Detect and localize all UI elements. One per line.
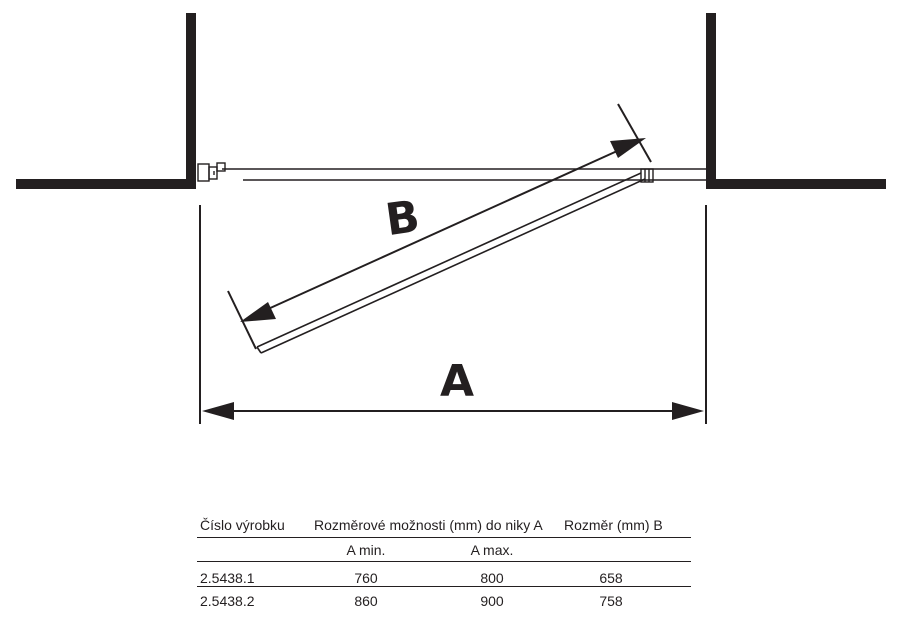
cell-a-max: 900 <box>480 593 504 609</box>
a-label: A <box>439 356 475 407</box>
spec-table <box>197 515 691 611</box>
cell-a-min: 860 <box>354 593 378 609</box>
table-row <box>197 568 691 588</box>
header-size-options: Rozměrové možnosti (mm) do niky A <box>314 517 543 533</box>
table-divider <box>197 561 691 562</box>
header-a-max: A max. <box>470 542 514 558</box>
cell-product: 2.5438.2 <box>200 593 255 609</box>
table-divider <box>197 586 691 587</box>
left-hinge-icon <box>198 163 225 181</box>
b-dimension-line <box>257 147 626 314</box>
cell-a-max: 800 <box>480 570 504 586</box>
table-subheader-row <box>197 540 691 560</box>
cell-a-min: 760 <box>354 570 378 586</box>
cell-b: 658 <box>599 570 623 586</box>
table-row <box>197 591 691 611</box>
b-arrowhead-bottom <box>240 302 276 322</box>
table-header-row <box>197 515 691 535</box>
left-wall <box>16 13 191 184</box>
header-a-min: A min. <box>346 542 386 558</box>
door-panel <box>257 173 645 353</box>
table-divider <box>197 537 691 538</box>
cell-b: 758 <box>599 593 623 609</box>
right-wall <box>711 13 886 184</box>
b-arrowhead-top <box>610 138 646 158</box>
header-size-b: Rozměr (mm) B <box>564 517 663 533</box>
b-label: B <box>382 190 423 247</box>
a-arrowhead-left <box>202 402 234 420</box>
header-product-number: Číslo výrobku <box>200 517 285 533</box>
cell-product: 2.5438.1 <box>200 570 255 586</box>
a-arrowhead-right <box>672 402 704 420</box>
